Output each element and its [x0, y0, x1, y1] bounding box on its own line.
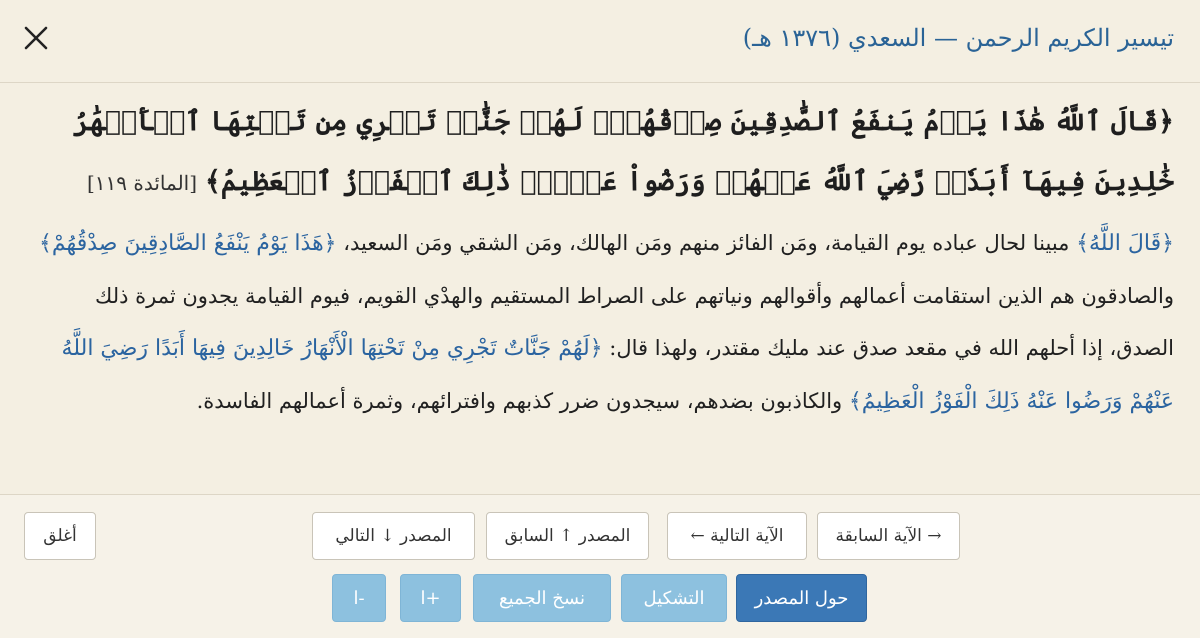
- dialog-footer: [0, 494, 1200, 638]
- font-increase-button[interactable]: +ا: [400, 574, 461, 622]
- verse-text: ﴿قَالَ ٱللَّهُ هَٰذَا يَوۡمُ يَنفَعُ ٱلصَّٰدِقِينَ صِدۡقُهُمۡۚ لَهُمۡ جَنَّٰتٞ تَجۡرِي مِن تَحۡتِهَا ٱلۡأَنۡهَٰرُ خَٰلِدِينَ فِيهَآ أَبَدٗاۖ رَّضِيَ ٱللَّهُ عَنۡهُمۡ وَرَضُواْ عَنۡهُۚ ذَٰلِكَ ٱلۡفَوۡزُ ٱلۡعَظِيمُ﴾: [73, 106, 1174, 197]
- tafsir-text: والكاذبون بضدهم، سيجدون ضرر كذبهم وافترائهم، وثمرة أعمالهم الفاسدة.: [196, 389, 849, 413]
- about-source-button[interactable]: حول المصدر: [736, 574, 867, 622]
- tafsir-content: [26, 92, 1174, 428]
- copy-all-button[interactable]: نسخ الجميع: [473, 574, 611, 622]
- quote-span: ﴿قَالَ اللَّهُ﴾: [1076, 231, 1174, 256]
- verse-block: [26, 92, 1174, 213]
- prev-verse-button[interactable]: → الآية السابقة: [817, 512, 960, 560]
- quote-span: ﴿لَهُمْ جَنَّاتٌ تَجْرِي مِنْ تَحْتِهَا الْأَنْهَارُ خَالِدِينَ فِيهَا أَبَدًا رَضِيَ اللَّهُ عَنْهُمْ وَرَضُوا عَنْهُ ذَلِكَ الْفَوْزُ الْعَظِيمُ﴾: [61, 336, 1174, 414]
- tafsir-paragraph: [26, 217, 1174, 428]
- close-icon[interactable]: [20, 22, 52, 54]
- quote-span: ﴿هَذَا يَوْمُ يَنْفَعُ الصَّادِقِينَ صِدْقُهُمْ﴾: [39, 231, 337, 256]
- page-title: تيسير الكريم الرحمن — السعدي (١٣٧٦ هـ): [742, 24, 1174, 52]
- font-decrease-button[interactable]: -ا: [332, 574, 386, 622]
- verse-reference: [المائدة ١١٩]: [86, 171, 198, 195]
- next-source-button[interactable]: المصدر ↓ التالي: [312, 512, 475, 560]
- diacritics-button[interactable]: التشكيل: [621, 574, 727, 622]
- dialog-header: [0, 0, 1200, 83]
- close-button[interactable]: أغلق: [24, 512, 96, 560]
- next-verse-button[interactable]: الآية التالية ←: [667, 512, 807, 560]
- tafsir-text: مبينا لحال عباده يوم القيامة، ومَن الفائز منهم ومَن الهالك، ومَن الشقي ومَن السعيد،: [336, 231, 1077, 255]
- tafsir-text: والصادقون هم الذين استقامت أعمالهم وأقوالهم ونياتهم على الصراط المستقيم والهدْي القويم، فيوم القيامة يجدون ثمرة ذلك الصدق، إذا أحلهم الله في مقعد صدق عند مليك مقتدر، ولهذا قال:: [95, 284, 1174, 360]
- prev-source-button[interactable]: المصدر ↑ السابق: [486, 512, 649, 560]
